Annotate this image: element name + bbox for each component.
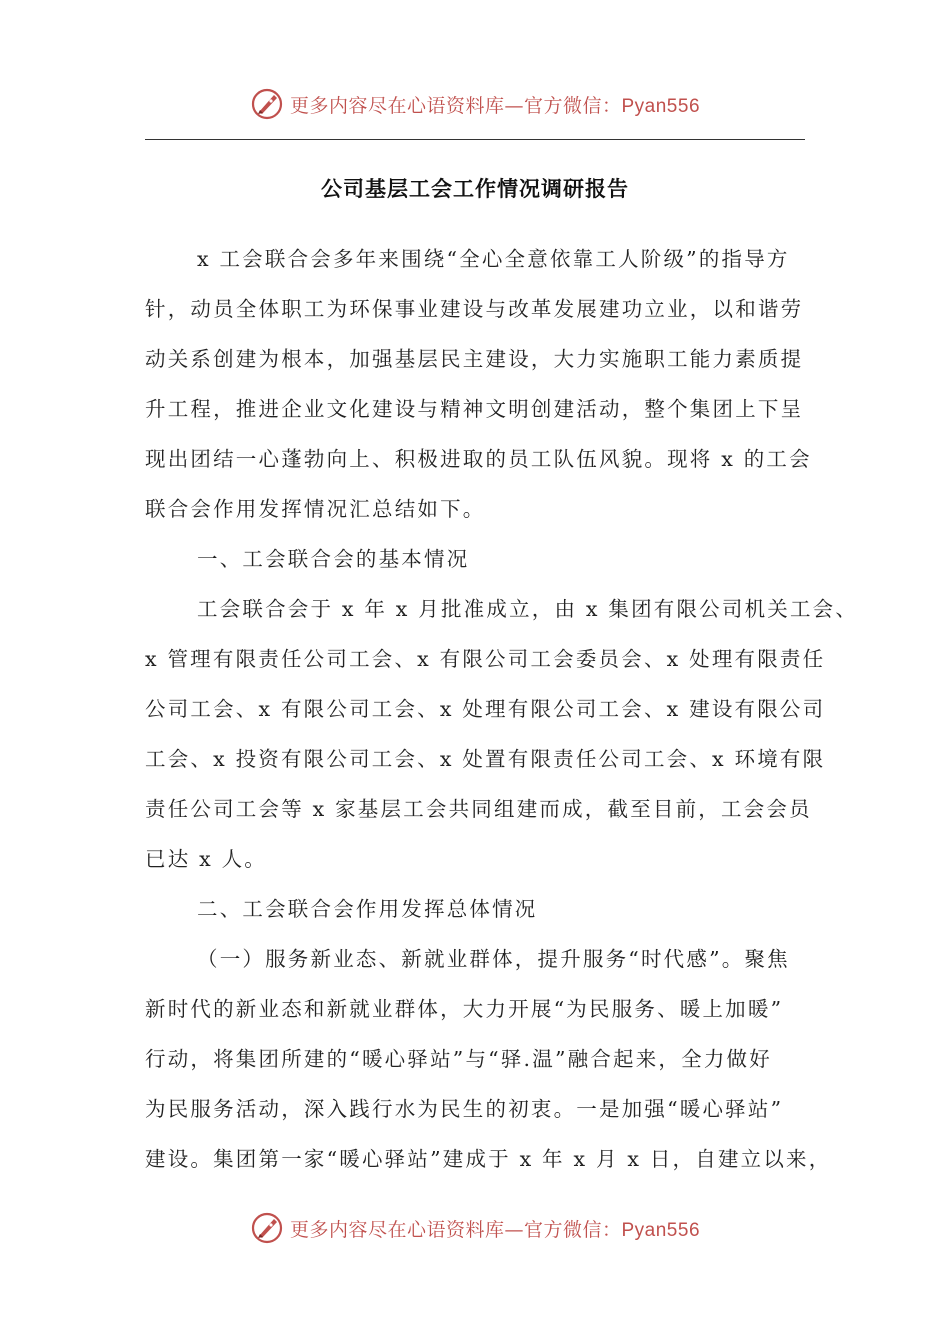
body-line: 升工程，推进企业文化建设与精神文明创建活动，整个集团上下呈: [145, 397, 804, 421]
body-line: 建设。集团第一家“暖心驿站”建成于 x 年 x 月 x 日，自建立以来，: [145, 1147, 832, 1171]
body-line: 新时代的新业态和新就业群体，大力开展“为民服务、暖上加暖”: [145, 997, 784, 1021]
body-line: 针，动员全体职工为环保事业建设与改革发展建功立业，以和谐劳: [145, 297, 804, 321]
body-line: 为民服务活动，深入践行水为民生的初衷。一是加强“暖心驿站”: [145, 1097, 784, 1121]
footer-watermark-banner: [0, 1208, 950, 1248]
body-line: 联合会作用发挥情况汇总结如下。: [145, 497, 486, 521]
body-line: （一）服务新业态、新就业群体，提升服务“时代感”。聚焦: [197, 947, 790, 971]
footer-banner-text: 更多内容尽在心语资料库—官方微信：Pyan556: [289, 1218, 701, 1241]
body-line: 现出团结一心蓬勃向上、积极进取的员工队伍风貌。现将 x 的工会: [145, 447, 812, 471]
body-line: 已达 x 人。: [145, 847, 267, 871]
header-banner-text: 更多内容尽在心语资料库—官方微信：Pyan556: [289, 94, 701, 117]
section-heading-1: 一、工会联合会的基本情况: [197, 547, 470, 571]
body-line: 责任公司工会等 x 家基层工会共同组建而成，截至目前，工会会员: [145, 797, 812, 821]
header-divider: [145, 139, 805, 140]
pen-quill-logo-icon: [250, 87, 284, 121]
body-line: x 工会联合会多年来围绕“全心全意依靠工人阶级”的指导方: [197, 247, 790, 271]
header-wechat-id: Pyan556: [621, 95, 701, 117]
body-line: 工会联合会于 x 年 x 月批准成立，由 x 集团有限公司机关工会、: [197, 597, 859, 621]
body-line: 工会、x 投资有限公司工会、x 处置有限责任公司工会、x 环境有限: [145, 747, 826, 771]
footer-wechat-id: Pyan556: [621, 1219, 701, 1241]
pen-quill-logo-icon: [250, 1211, 284, 1245]
body-line: 动关系创建为根本，加强基层民主建设，大力实施职工能力素质提: [145, 347, 804, 371]
section-heading-2: 二、工会联合会作用发挥总体情况: [197, 897, 538, 921]
document-body: [145, 240, 859, 1190]
document-title: 公司基层工会工作情况调研报告: [321, 177, 629, 201]
body-line: 公司工会、x 有限公司工会、x 处理有限公司工会、x 建设有限公司: [145, 697, 826, 721]
body-line: 行动，将集团所建的“暖心驿站”与“驿.温”融合起来，全力做好: [145, 1047, 772, 1071]
header-watermark-banner: [0, 84, 950, 124]
body-line: x 管理有限责任公司工会、x 有限公司工会委员会、x 处理有限责任: [145, 647, 826, 671]
